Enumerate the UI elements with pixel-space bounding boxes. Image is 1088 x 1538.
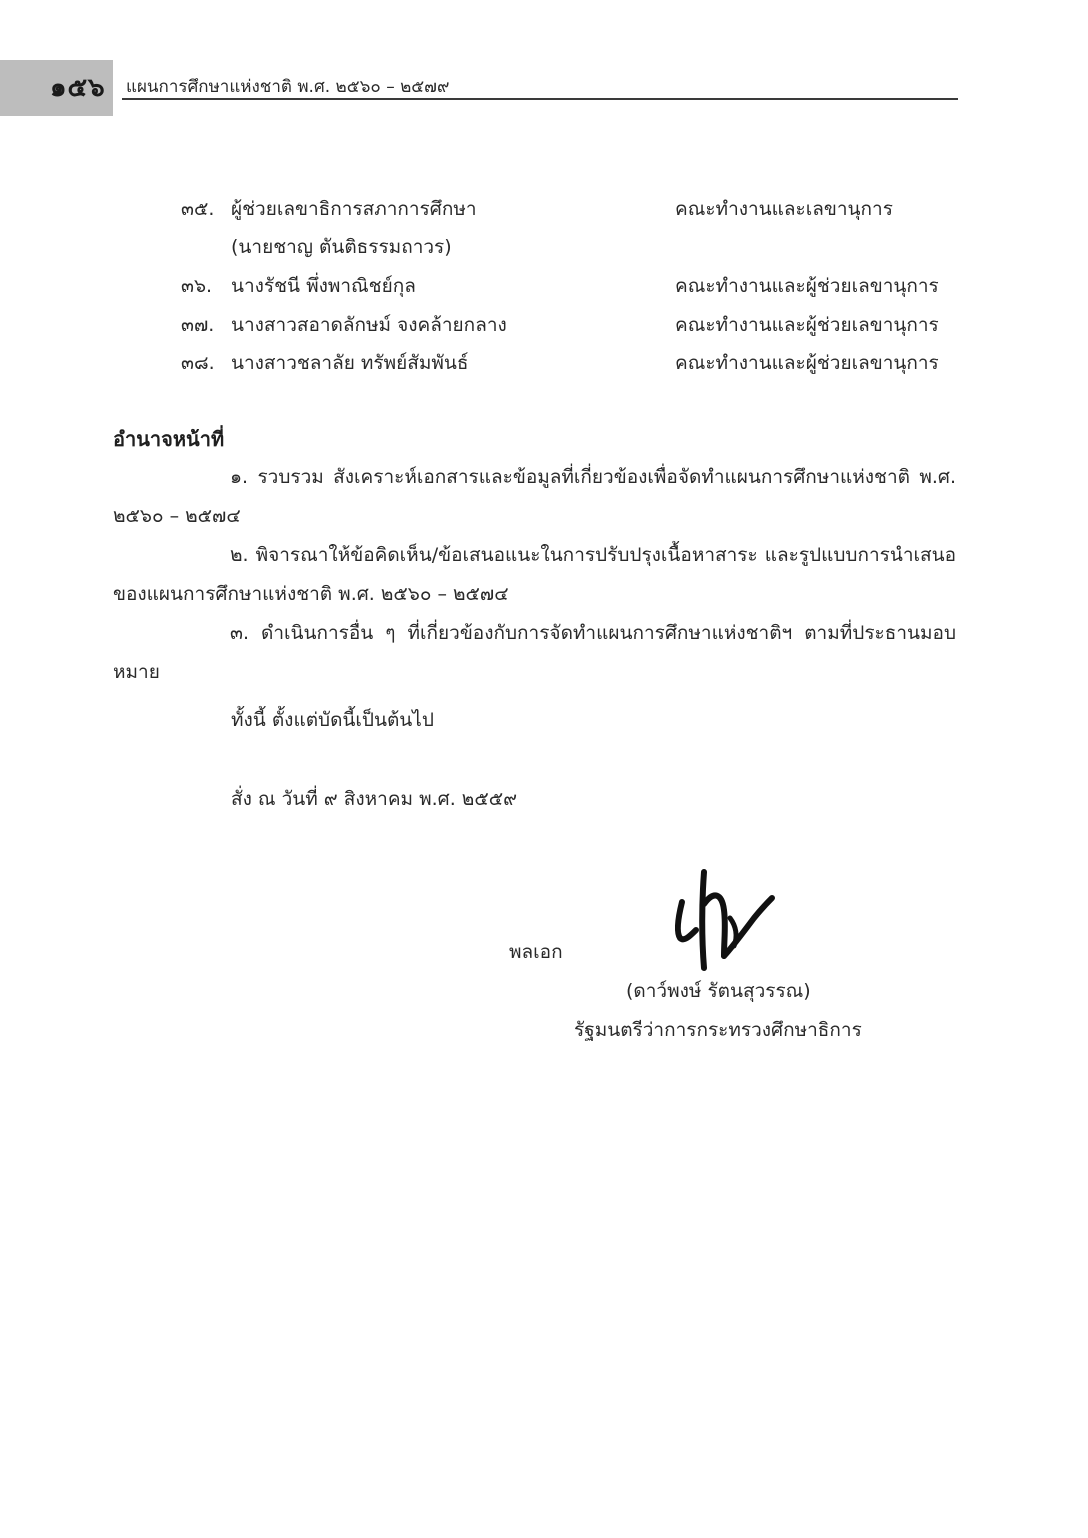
member-name: นางรัชนี พึ่งพาณิชย์กุล: [231, 275, 416, 297]
member-role: คณะทำงานและผู้ช่วยเลขานุการ: [675, 352, 939, 374]
signatory-rank: พลเอก: [509, 941, 563, 963]
effective-statement: ทั้งนี้ ตั้งแต่บัดนี้เป็นต้นไป: [231, 709, 434, 731]
member-item: [0, 309, 1088, 341]
member-number: ๓๘.: [181, 352, 215, 374]
duty-item: ๒. พิจารณาให้ข้อคิดเห็น/ข้อเสนอแนะในการปรับปรุงเนื้อหาสาระ และรูปแบบการนำเสนอของแผนการศึกษาแห่งชาติ พ.ศ. ๒๕๖๐ – ๒๕๗๔: [113, 544, 956, 605]
member-name: นางสาวชลาลัย ทรัพย์สัมพันธ์: [231, 352, 469, 374]
member-item: [0, 193, 1088, 225]
running-title: แผนการศึกษาแห่งชาติ พ.ศ. ๒๕๖๐ – ๒๕๗๙: [126, 77, 450, 97]
signatory-name: (ดาว์พงษ์ รัตนสุวรรณ): [626, 980, 811, 1002]
member-role: คณะทำงานและเลขานุการ: [675, 198, 893, 220]
member-item: [0, 347, 1088, 379]
member-role: คณะทำงานและผู้ช่วยเลขานุการ: [675, 314, 939, 336]
handwritten-signature: [668, 860, 778, 975]
member-item: [0, 270, 1088, 302]
header-rule: [122, 98, 958, 100]
member-name: ผู้ช่วยเลขาธิการสภาการศึกษา: [231, 198, 477, 220]
duty-item: ๓. ดำเนินการอื่น ๆ ที่เกี่ยวข้องกับการจัดทำแผนการศึกษาแห่งชาติฯ ตามที่ประธานมอบหมาย: [113, 622, 956, 683]
member-name-continued: (นายชาญ ตันติธรรมถาวร): [231, 236, 452, 258]
signatory-position: รัฐมนตรีว่าการกระทรวงศึกษาธิการ: [574, 1019, 862, 1041]
duty-item: ๑. รวบรวม สังเคราะห์เอกสารและข้อมูลที่เกี่ยวข้องเพื่อจัดทำแผนการศึกษาแห่งชาติ พ.ศ. ๒๕๖๐ – ๒๕๗๔: [113, 466, 956, 527]
member-name: นางสาวสอาดลักษม์ จงคล้ายกลาง: [231, 314, 507, 336]
member-number: ๓๗.: [181, 314, 215, 336]
member-number: ๓๕.: [181, 198, 215, 220]
duties-heading: อำนาจหน้าที่: [113, 427, 225, 451]
order-date: สั่ง ณ วันที่ ๙ สิงหาคม พ.ศ. ๒๕๕๙: [231, 788, 518, 810]
member-role: คณะทำงานและผู้ช่วยเลขานุการ: [675, 275, 939, 297]
member-number: ๓๖.: [181, 275, 213, 297]
page-number: ๑๕๖: [50, 73, 106, 103]
